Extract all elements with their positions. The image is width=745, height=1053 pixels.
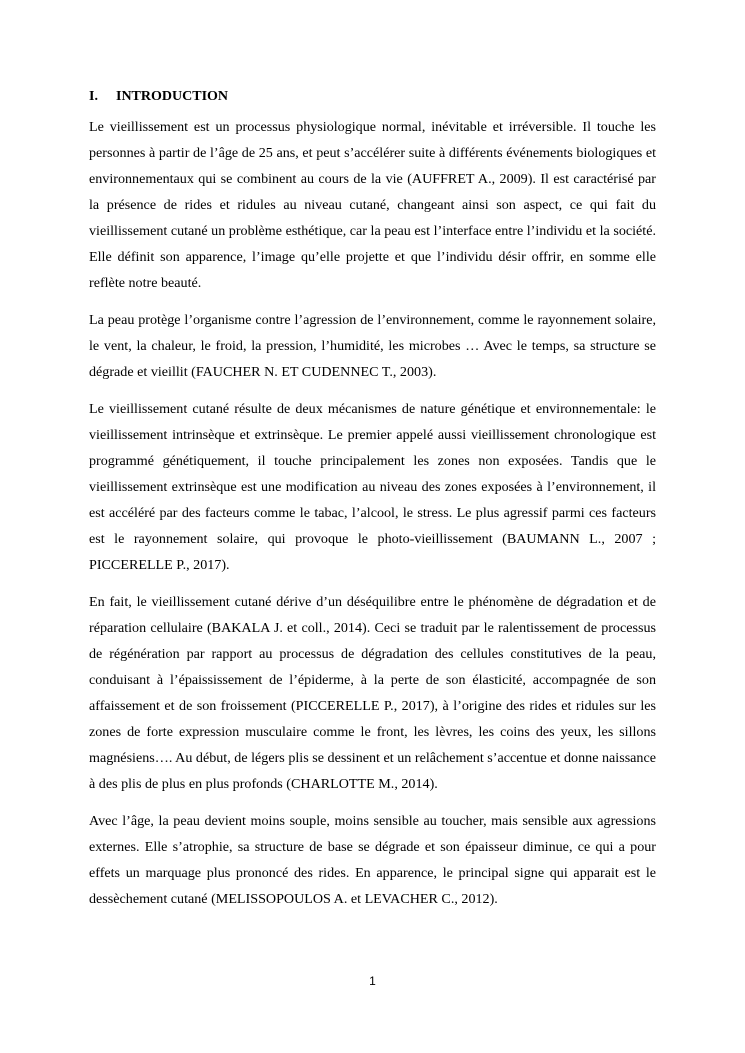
page-number: 1: [369, 974, 376, 988]
section-heading: [89, 86, 656, 108]
paragraph-5: Avec l’âge, la peau devient moins souple, moins sensible au toucher, mais sensible aux agressions externes. Elle s’atrophie, sa structure de base se dégrade et son épaisseur diminue, ce qui a pour effets un marquage plus prononcé des rides. En apparence, le principal signe qui apparait est le dessèchement cutané (MELISSOPOULOS A. et LEVACHER C., 2012).: [89, 813, 656, 907]
paragraph-3: Le vieillissement cutané résulte de deux mécanismes de nature génétique et environnementale: le vieillissement intrinsèque et extrinsèque. Le premier appelé aussi vieillissement chronologique est programmé génétiquement, il touche principalement les zones non exposées. Tandis que le vieillissement extrinsèque est une modification au niveau des zones exposées à l’environnement, il est accéléré par des facteurs comme le tabac, l’alcool, le stress. Le plus agressif parmi ces facteurs est le rayonnement solaire, qui provoque le photo-vieillissement (BAUMANN L., 2007 ; PICCERELLE P., 2017).: [89, 401, 656, 573]
section-title: INTRODUCTION: [116, 89, 229, 104]
page-content: [89, 86, 656, 923]
paragraph-4: En fait, le vieillissement cutané dérive d’un déséquilibre entre le phénomène de dégradation et de réparation cellulaire (BAKALA J. et coll., 2014). Ceci se traduit par le ralentissement de processus de régénération par rapport au processus de dégradation des cellules constitutives de la peau, conduisant à l’épaississement de l’épiderme, à la perte de son élasticité, accompagnée de son affaissement et de son froissement (PICCERELLE P., 2017), à l’origine des rides et ridules sur les zones de forte expression musculaire comme le front, les lèvres, les coins des yeux, les sillons magnésiens…. Au début, de légers plis se dessinent et un relâchement s’accentue et donne naissance à des plis de plus en plus profonds (CHARLOTTE M., 2014).: [89, 594, 656, 792]
paragraph-2: La peau protège l’organisme contre l’agression de l’environnement, comme le rayonnement solaire, le vent, la chaleur, le froid, la pression, l’humidité, les microbes … Avec le temps, sa structure se dégrade et vieillit (FAUCHER N. ET CUDENNEC T., 2003).: [89, 312, 656, 380]
section-number: I.: [89, 89, 98, 104]
paragraph-1: Le vieillissement est un processus physiologique normal, inévitable et irréversible. Il touche les personnes à partir de l’âge de 25 ans, et peut s’accélérer suite à différents événements biologiques et environnementaux qui se combinent au cours de la vie (AUFFRET A., 2009). Il est caractérisé par la présence de rides et ridules au niveau cutané, changeant ainsi son aspect, ce qui fait du vieillissement cutané un problème esthétique, car la peau est l’interface entre l’individu et la société. Elle définit son apparence, l’image qu’elle projette et que l’individu désir offrir, en somme elle reflète notre beauté.: [89, 119, 656, 291]
